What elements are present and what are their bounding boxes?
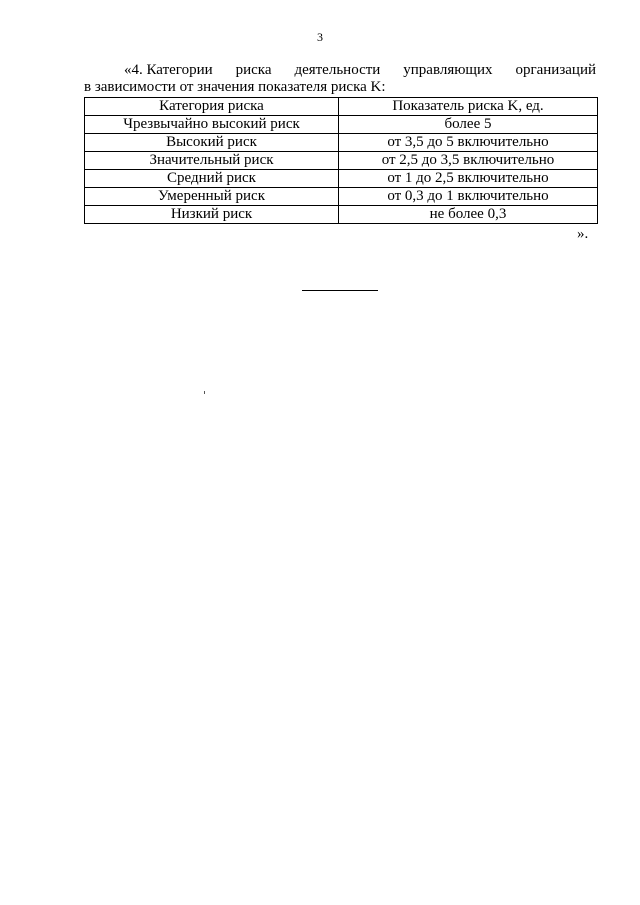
heading-line-1 <box>84 62 596 79</box>
table-header-row <box>85 98 598 116</box>
heading-line-2: в зависимости от значения показателя риска K: <box>84 79 386 95</box>
risk-indicator-cell: более 5 <box>339 116 598 134</box>
risk-category-table <box>84 97 598 224</box>
risk-category-cell: Умеренный риск <box>85 188 339 206</box>
heading-word: «4. Категории <box>124 62 213 78</box>
closing-quote: ». <box>577 226 589 242</box>
table-row <box>85 206 598 224</box>
risk-indicator-cell: от 1 до 2,5 включительно <box>339 170 598 188</box>
page-number: 3 <box>317 30 323 44</box>
table-row <box>85 116 598 134</box>
table-row <box>85 170 598 188</box>
table-row <box>85 152 598 170</box>
risk-indicator-cell: от 3,5 до 5 включительно <box>339 134 598 152</box>
header-indicator: Показатель риска K, ед. <box>339 98 598 116</box>
risk-category-cell: Низкий риск <box>85 206 339 224</box>
table-row <box>85 134 598 152</box>
risk-category-cell: Высокий риск <box>85 134 339 152</box>
heading-word: управляющих <box>403 62 493 78</box>
section-heading <box>84 62 596 96</box>
risk-category-cell: Значительный риск <box>85 152 339 170</box>
separator-line <box>302 290 378 291</box>
table-row <box>85 188 598 206</box>
risk-indicator-cell: от 0,3 до 1 включительно <box>339 188 598 206</box>
heading-word: организаций <box>515 62 596 78</box>
risk-category-cell: Чрезвычайно высокий риск <box>85 116 339 134</box>
header-category: Категория риска <box>85 98 339 116</box>
scan-speck <box>204 391 205 394</box>
risk-indicator-cell: от 2,5 до 3,5 включительно <box>339 152 598 170</box>
heading-word: риска <box>235 62 272 78</box>
risk-category-cell: Средний риск <box>85 170 339 188</box>
heading-word: деятельности <box>294 62 381 78</box>
risk-indicator-cell: не более 0,3 <box>339 206 598 224</box>
